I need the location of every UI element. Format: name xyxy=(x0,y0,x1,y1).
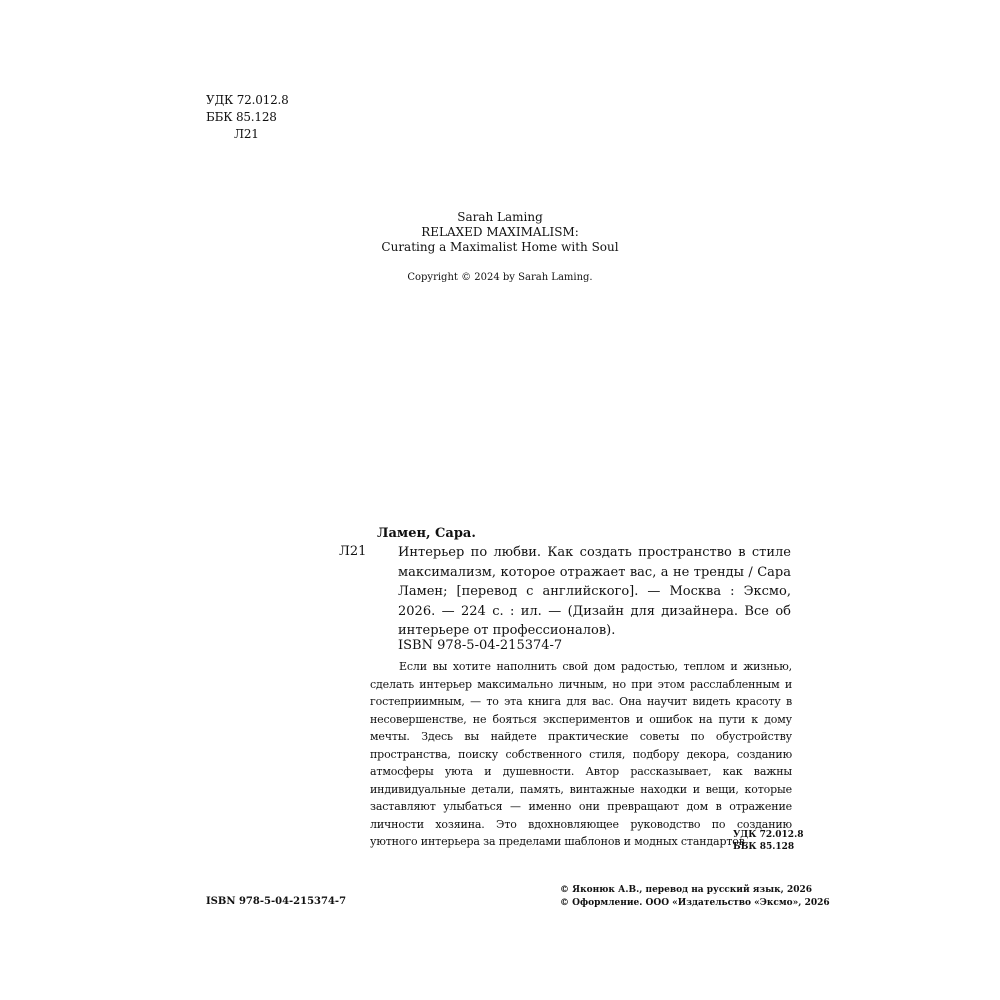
author-sign: Л21 xyxy=(234,127,259,141)
footer-copyright-design: © Оформление. ООО «Издательство «Эксмо», 2026 xyxy=(560,898,830,908)
bbk-code: ББК 85.128 xyxy=(206,110,277,124)
catalog-author-sign: Л21 xyxy=(339,544,367,559)
udk-code: УДК 72.012.8 xyxy=(206,93,289,107)
footer-bbk: ББК 85.128 xyxy=(733,842,795,852)
original-author: Sarah Laming xyxy=(457,210,543,224)
footer-copyright-translation: © Яконюк А.В., перевод на русский язык, 2026 xyxy=(560,885,812,895)
catalog-author-heading: Ламен, Сара. xyxy=(377,526,476,541)
footer-classification xyxy=(733,829,803,853)
footer-isbn: ISBN 978-5-04-215374-7 xyxy=(206,896,347,907)
catalog-isbn: ISBN 978-5-04-215374-7 xyxy=(398,638,563,653)
catalog-description: Интерьер по любви. Как создать пространство в стиле максимализм, которое отражает вас, а не тренды / Сара Ламен; [перевод с английского]. — Москва : Эксмо, 2026. — 224 с. : ил. — (Дизайн для дизайнера. Все об интерьере от профессионалов). xyxy=(398,545,791,639)
original-subtitle: Curating a Maximalist Home with Soul xyxy=(381,240,619,254)
original-copyright: Copyright © 2024 by Sarah Laming. xyxy=(407,272,593,283)
annotation-paragraph: Если вы хотите наполнить свой дом радостью, теплом и жизнью, сделать интерьер максимально личным, но при этом расслабленным и гостеприимным, — то эта книга для вас. Она научит видеть красоту в несовершенстве, не бояться экспериментов и ошибок на пути к дому мечты. Здесь вы найдете практические советы по обустройству пространства, поиску собственного стиля, подбору декора, созданию атмосферы уюта и душевности. Автор рассказывает, как важны индивидуальные детали, память, винтажные находки и вещи, которые заставляют улыбаться — именно они превращают дом в отражение личности хозяина. Это вдохновляющее руководство по созданию уютного интерьера за пределами шаблонов и модных стандартов. xyxy=(370,660,792,848)
footer-udk: УДК 72.012.8 xyxy=(733,830,804,840)
original-title: RELAXED MAXIMALISM: xyxy=(421,225,579,239)
footer-copyright-block xyxy=(560,884,830,910)
classification-block xyxy=(206,92,289,143)
original-edition-block xyxy=(0,210,1000,255)
